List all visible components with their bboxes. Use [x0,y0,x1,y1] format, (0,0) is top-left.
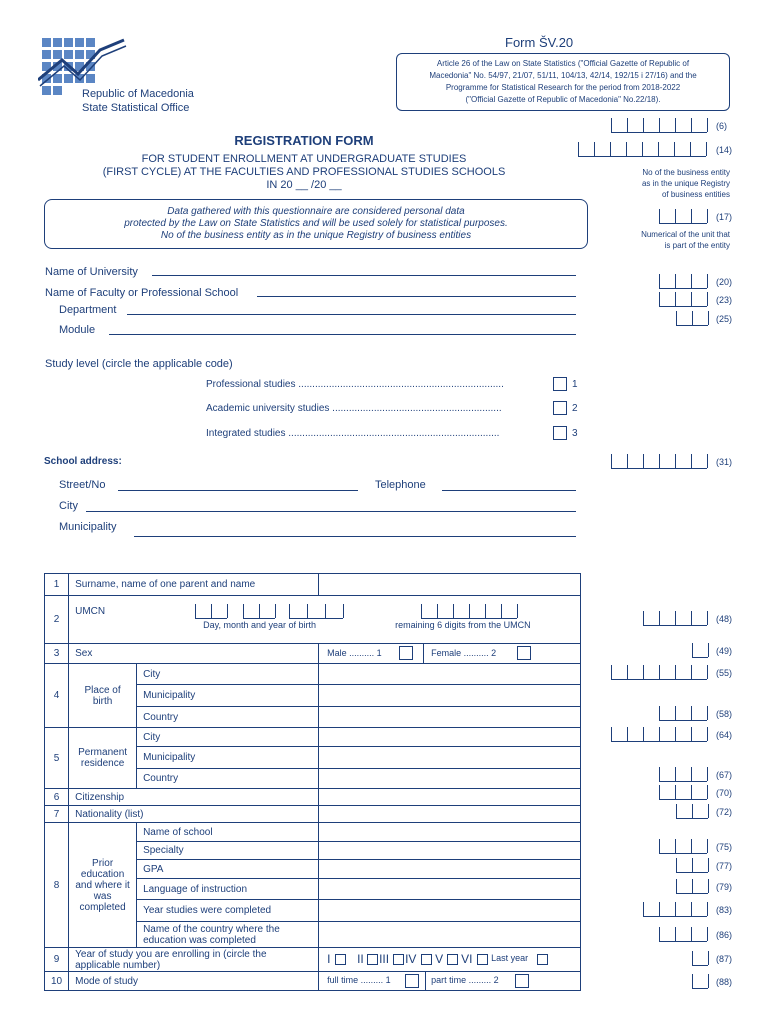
year-option-label: V [435,952,444,966]
year-option-checkbox[interactable] [447,954,458,965]
row-group-label: Place of birth [69,664,137,728]
code-field-49[interactable] [692,643,708,658]
code-label: (55) [716,668,733,678]
row-label: Country [137,769,319,789]
birth-city-input[interactable] [319,664,581,685]
sex-female-checkbox[interactable] [517,646,531,660]
code-label: (87) [716,954,733,964]
study-level-option: Integrated studies ............................................................................ [206,428,500,439]
row-label: Municipality [137,685,319,707]
table-row [45,728,581,747]
row-label: Name of school [137,823,319,842]
row-number: 9 [45,948,69,972]
row-number: 3 [45,644,69,664]
org-office: State Statistical Office [82,102,190,114]
code-label: (31) [716,457,733,467]
code-field-83[interactable] [643,902,707,917]
street-input[interactable] [118,490,358,491]
code-label: (58) [716,709,733,719]
unit-note-line: is part of the entity [664,241,730,250]
row-number: 5 [45,728,69,789]
student-data-table [44,573,581,991]
umcn-month-boxes[interactable] [243,604,275,619]
city-input[interactable] [86,511,576,512]
study-mode-cell [319,972,581,991]
code-field-48[interactable] [643,611,707,626]
full-time-checkbox[interactable] [405,974,419,988]
module-input[interactable] [109,334,576,335]
privacy-line: No of the business entity as in the unique Registry of business entities [160,230,472,241]
table-row [45,596,581,644]
study-level-option: Academic university studies ............................................................. [206,403,502,414]
study-level-checkbox[interactable] [553,426,567,440]
form-subtitle: IN 20 __ /20 __ [266,179,342,191]
code-label: (75) [716,842,733,852]
code-field-6[interactable] [611,118,707,133]
legal-line: Article 26 of the Law on State Statistics ("Official Gazette of Republic of [436,59,690,68]
year-option-checkbox[interactable] [367,954,378,965]
study-level-option: Professional studies .......................................................................... [206,379,504,390]
prior-gpa-input[interactable] [319,860,581,879]
year-option-label: VI [461,952,473,966]
table-row [45,789,581,806]
row-label: UMCN [75,606,106,617]
row-label: Surname, name of one parent and name [69,574,319,596]
year-option-checkbox[interactable] [421,954,432,965]
study-level-checkbox[interactable] [553,401,567,415]
municipality-label: Municipality [59,521,117,533]
year-option-checkbox[interactable] [393,954,404,965]
study-year-cell [319,948,581,972]
table-row [45,806,581,823]
row-label: City [137,664,319,685]
nationality-input[interactable] [319,806,581,823]
privacy-line: Data gathered with this questionnaire are considered personal data [167,206,465,217]
code-label: (23) [716,295,733,305]
residence-country-input[interactable] [319,769,581,789]
table-row [45,948,581,972]
row-number: 10 [45,972,69,991]
prior-country-input[interactable] [319,922,581,948]
legal-line: Programme for Statistical Research for the period from 2018-2022 [445,83,681,92]
code-label: (86) [716,930,733,940]
row-number: 8 [45,823,69,948]
umcn-rest-caption: remaining 6 digits from the UMCN [395,620,531,630]
code-label: (88) [716,977,733,987]
year-option-label: I [327,952,331,966]
study-level-label: Study level (circle the applicable code) [45,358,233,370]
code-field-75[interactable] [659,839,707,854]
sex-female-label: Female .......... 2 [431,648,497,658]
row-number: 7 [45,806,69,823]
umcn-day-boxes[interactable] [195,604,227,619]
code-field-58[interactable] [659,706,707,721]
code-label: (48) [716,614,733,624]
year-option-label: III [379,952,390,966]
last-year-checkbox[interactable] [537,954,548,965]
year-option-label: II [357,952,364,966]
faculty-label: Name of Faculty or Professional School [45,287,239,299]
code-field-25[interactable] [676,311,708,326]
row-number: 6 [45,789,69,806]
row-number: 2 [45,596,69,644]
dob-caption: Day, month and year of birth [203,620,317,630]
code-field-87[interactable] [692,951,708,966]
table-row [45,574,581,596]
code-field-20[interactable] [659,274,707,289]
row-label: Country [137,707,319,728]
row-label: Mode of study [69,972,319,991]
prior-school-input[interactable] [319,823,581,842]
row-label: Language of instruction [137,879,319,900]
entity-note-line: No of the business entity [642,168,730,177]
row-label: Citizenship [69,789,319,806]
code-label: (77) [716,861,733,871]
residence-municipality-input[interactable] [319,747,581,769]
sex-male-label: Male .......... 1 [327,648,382,658]
year-option-checkbox[interactable] [477,954,488,965]
code-field-31[interactable] [611,454,707,469]
row-number: 1 [45,574,69,596]
unit-note-line: Numerical of the unit that [641,230,730,239]
row-group-label: Prior education and where it was completed [69,823,137,948]
prior-language-input[interactable] [319,879,581,900]
entity-note-line: of business entities [661,190,730,199]
citizenship-input[interactable] [319,789,581,806]
sex-divider [423,644,424,664]
row-label: Year studies were completed [137,900,319,922]
code-label: (67) [716,770,733,780]
org-name: Republic of Macedonia [82,88,194,100]
address-heading: School address: [44,456,122,467]
year-option-label: IV [405,952,417,966]
code-field-67[interactable] [659,767,707,782]
department-input[interactable] [127,314,576,315]
sex-cell [319,644,581,664]
birth-municipality-input[interactable] [319,685,581,707]
code-field-55[interactable] [611,665,707,680]
university-label: Name of University [45,266,138,278]
form-subtitle: (FIRST CYCLE) AT THE FACULTIES AND PROFESSIONAL STUDIES SCHOOLS [102,166,506,178]
street-label: Street/No [59,479,106,491]
code-field-77[interactable] [676,858,708,873]
full-time-label: full time ......... 1 [327,975,391,985]
unit-note [586,229,730,251]
table-row [45,972,581,991]
study-level-code: 2 [572,403,578,414]
legal-line: ("Official Gazette of Republic of Macedonia" No.22/18). [465,95,661,104]
row-label: Municipality [137,747,319,769]
municipality-input[interactable] [134,536,576,537]
row-label: City [137,728,319,747]
faculty-input[interactable] [257,296,576,297]
entity-note [586,167,730,200]
code-field-14[interactable] [578,142,706,157]
code-field-23[interactable] [659,292,707,307]
code-field-70[interactable] [659,785,707,800]
last-year-label: Last year [491,953,529,963]
umcn-cell[interactable] [69,596,581,644]
code-field-17[interactable] [659,209,707,224]
study-level-code: 1 [572,379,578,390]
code-field-86[interactable] [659,927,707,942]
code-label: (83) [716,905,733,915]
row-label: Specialty [137,842,319,860]
code-label: (25) [716,314,733,324]
prior-year-input[interactable] [319,900,581,922]
row-label: GPA [137,860,319,879]
study-level-checkbox[interactable] [553,377,567,391]
row-number: 4 [45,664,69,728]
telephone-label: Telephone [375,479,426,491]
row-label: Name of the country where the education was completed [137,922,319,948]
table-row [45,644,581,664]
mode-divider [425,972,426,991]
part-time-checkbox[interactable] [515,974,529,988]
form-title: REGISTRATION FORM [234,133,374,148]
table-row [45,664,581,685]
table-row [45,823,581,842]
department-label: Department [59,304,117,316]
code-label: (6) [716,121,727,131]
row-label: Nationality (list) [69,806,319,823]
form-id: Form ŠV.20 [505,35,574,50]
privacy-notice-box [44,199,588,249]
code-field-72[interactable] [676,804,708,819]
year-option-checkbox[interactable] [335,954,346,965]
code-label: (70) [716,788,733,798]
code-field-64[interactable] [611,727,707,742]
code-label: (72) [716,807,733,817]
study-level-code: 3 [572,428,578,439]
code-label: (49) [716,646,733,656]
telephone-input[interactable] [442,490,576,491]
entity-note-line: as in the unique Registry [641,179,730,188]
row-label: Year of study you are enrolling in (circle the applicable number) [69,948,319,972]
umcn-rest-boxes[interactable] [421,604,517,619]
parent-name-input[interactable] [319,574,581,596]
legal-line: Macedonia" No. 54/97, 21/07, 51/11, 104/13, 42/14, 192/15 i 27/16) and the [429,71,697,80]
sex-male-checkbox[interactable] [399,646,413,660]
university-input[interactable] [152,275,576,276]
city-label: City [59,500,78,512]
code-label: (17) [716,212,733,222]
code-label: (79) [716,882,733,892]
code-field-88[interactable] [692,974,708,989]
birth-country-input[interactable] [319,707,581,728]
form-subtitle: FOR STUDENT ENROLLMENT AT UNDERGRADUATE STUDIES [141,153,467,165]
code-field-79[interactable] [676,879,708,894]
part-time-label: part time ......... 2 [431,975,499,985]
code-label: (14) [716,145,733,155]
module-label: Module [59,324,96,336]
residence-city-input[interactable] [319,728,581,747]
privacy-line: protected by the Law on State Statistics and will be used solely for statistical purposes. [124,218,508,229]
umcn-year-boxes[interactable] [289,604,343,619]
row-label: Sex [69,644,319,664]
row-group-label: Permanent residence [69,728,137,789]
code-label: (64) [716,730,733,740]
code-label: (20) [716,277,733,287]
legal-notice-box [396,53,730,111]
prior-specialty-input[interactable] [319,842,581,860]
